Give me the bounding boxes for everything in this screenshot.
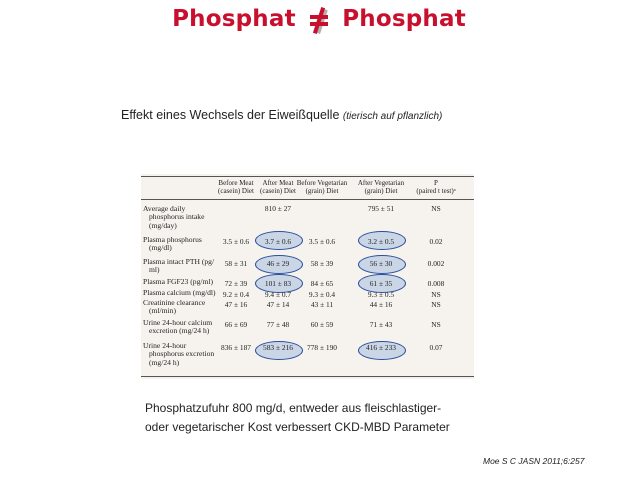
- table-cell: 416 ± 233: [366, 343, 396, 352]
- row-label-line: phosphorus excretion: [149, 349, 215, 359]
- table-header-2: After Meat (casein) Diet: [260, 179, 296, 195]
- table-cell: 3.2 ± 0.5: [367, 237, 395, 246]
- row-label-line: (mg/dl): [149, 243, 172, 253]
- table-row-label: [143, 299, 205, 316]
- table-cell: 77 ± 48: [266, 320, 290, 329]
- table-cell: 9.3 ± 0.5: [367, 290, 395, 299]
- subtitle-parenthetical: (tierisch auf pflanzlich): [342, 111, 443, 122]
- table-cell: 0.002: [427, 259, 445, 268]
- row-label-line: phosphorus intake: [149, 212, 205, 222]
- row-label-line: (ml/min): [149, 306, 176, 316]
- note-line-1: Phosphatzufuhr 800 mg/d, entweder aus fleischlastiger-: [145, 401, 442, 415]
- table-cell: 795 ± 51: [367, 204, 395, 213]
- table-header-5: P (paired t test)ᵃ: [416, 179, 456, 195]
- subtitle-main: Effekt eines Wechsels der Eiweißquelle: [121, 108, 340, 122]
- table-row-label: [143, 289, 216, 297]
- table-cell: 46 ± 29: [266, 259, 290, 268]
- table-cell: 101 ± 83: [264, 279, 292, 288]
- table-cell: 58 ± 31: [224, 259, 248, 268]
- row-label-line: Plasma calcium (mg/dl): [143, 288, 216, 297]
- row-label-line: ml): [149, 265, 160, 275]
- row-label-line: excretion (mg/24 h): [149, 326, 210, 336]
- table-top-rule: [141, 176, 474, 177]
- table-cell: 84 ± 65: [310, 279, 334, 288]
- table-row-label: [143, 278, 213, 286]
- table-cell: 0.008: [427, 279, 445, 288]
- table-cell: 3.5 ± 0.6: [222, 237, 250, 246]
- row-label-line: (mg/24 h): [149, 357, 180, 367]
- note-line-2: oder vegetarischer Kost verbessert CKD-MBD Parameter: [145, 420, 450, 434]
- table-cell: NS: [431, 204, 441, 213]
- table-cell: 0.07: [429, 343, 443, 352]
- row-label-line: Plasma phosphorus: [143, 235, 202, 244]
- slide-title: [0, 6, 638, 32]
- table-row-label: [143, 342, 214, 367]
- slide-note: [145, 399, 450, 437]
- row-label-line: Urine 24-hour: [143, 341, 187, 350]
- table-cell: 56 ± 30: [369, 259, 393, 268]
- row-label-line: Urine 24-hour calcium: [143, 318, 213, 327]
- table-cell: 3.5 ± 0.6: [308, 237, 336, 246]
- row-label-line: Plasma FGF23 (pg/ml): [143, 277, 214, 286]
- table-header-4: After Vegetarian (grain) Diet: [357, 179, 405, 195]
- row-label-line: (mg/day): [149, 220, 177, 230]
- table-header-rule: [141, 199, 474, 200]
- row-label-line: Creatinine clearance: [143, 298, 206, 307]
- table-cell: 58 ± 39: [310, 259, 334, 268]
- table-cell: NS: [431, 300, 441, 309]
- table-row-label: [143, 258, 214, 275]
- table-cell: 9.2 ± 0.4: [222, 290, 250, 299]
- table-cell: NS: [431, 290, 441, 299]
- table-header-1: Before Meat (casein) Diet: [218, 179, 254, 195]
- table-cell: 47 ± 16: [224, 300, 248, 309]
- table-cell: 778 ± 190: [307, 343, 337, 352]
- row-label-line: Average daily: [143, 204, 186, 213]
- citation: Moe S C JASN 2011;6:257: [483, 456, 585, 466]
- study-results-table: [141, 174, 474, 379]
- table-header-3: Before Vegetarian (grain) Diet: [296, 179, 348, 195]
- slide-subtitle: [121, 108, 442, 122]
- table-cell: 44 ± 16: [369, 300, 393, 309]
- table-cell: 47 ± 14: [266, 300, 290, 309]
- table-cell: 9.3 ± 0.4: [308, 290, 336, 299]
- table-cell: 583 ± 216: [263, 343, 293, 352]
- table-cell: 61 ± 35: [369, 279, 393, 288]
- row-label-line: Plasma intact PTH (pg/: [143, 257, 215, 266]
- title-left: Phosphat: [172, 6, 296, 32]
- table-cell: 3.7 ± 0.6: [264, 237, 292, 246]
- table-cell: 43 ± 11: [310, 300, 334, 309]
- table-row-label: [143, 236, 202, 253]
- table-cell: 72 ± 39: [224, 279, 248, 288]
- table-bottom-rule: [141, 376, 474, 377]
- table-cell: 71 ± 43: [369, 320, 393, 329]
- table-cell: 60 ± 59: [310, 320, 334, 329]
- table-cell: NS: [431, 320, 441, 329]
- table-row-label: [143, 319, 212, 336]
- table-cell: 66 ± 69: [224, 320, 248, 329]
- not-equal-icon: [310, 6, 328, 32]
- table-cell: 9.4 ± 0.7: [264, 290, 292, 299]
- table-row-label: [143, 205, 204, 230]
- table-cell: 836 ± 187: [221, 343, 251, 352]
- table-cell: 0.02: [429, 237, 443, 246]
- title-right: Phosphat: [342, 6, 466, 32]
- table-cell: 810 ± 27: [264, 204, 292, 213]
